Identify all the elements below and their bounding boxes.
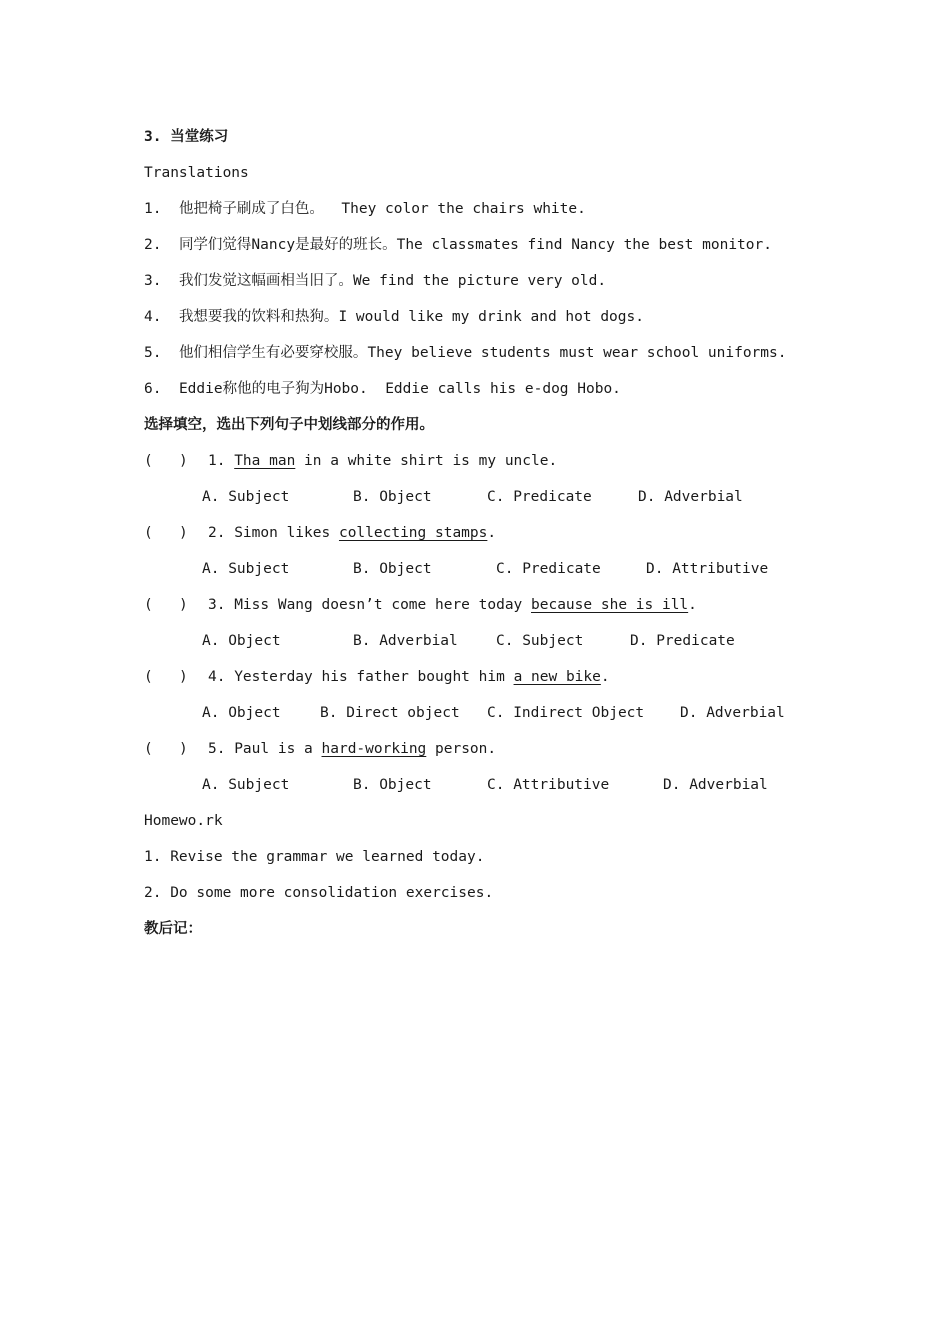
- option-a[interactable]: A. Subject: [202, 561, 290, 577]
- translation-item: [144, 343, 786, 363]
- choice-heading: 选择填空，选出下列句子中划线部分的作用。: [144, 417, 434, 433]
- chinese-sentence: Eddie称他的电子狗为Hobo.: [178, 381, 368, 397]
- option-d[interactable]: D. Adverbial: [680, 705, 785, 721]
- chinese-sentence: 我想要我的饮料和热狗。: [178, 309, 339, 325]
- item-number: 5.: [144, 345, 162, 361]
- option-c[interactable]: C. Predicate: [487, 489, 592, 505]
- answer-blank[interactable]: ( ): [144, 597, 188, 613]
- question-3: ( ) 3. Miss Wang doesn’t come here today because she is ill.: [144, 597, 697, 613]
- translation-item: [144, 271, 606, 291]
- option-b[interactable]: B. Object: [353, 561, 432, 577]
- option-d[interactable]: D. Adverbial: [638, 489, 743, 505]
- underlined-phrase: hard-working: [321, 741, 427, 757]
- english-sentence: They color the chairs white.: [341, 201, 586, 217]
- section-title: 3. 当堂练习: [144, 129, 229, 145]
- translation-item: [144, 235, 772, 255]
- answer-blank[interactable]: ( ): [144, 525, 188, 541]
- option-a[interactable]: A. Object: [202, 633, 281, 649]
- english-sentence: We find the picture very old.: [352, 273, 607, 289]
- translations-heading: Translations: [144, 165, 249, 181]
- option-d[interactable]: D. Adverbial: [663, 777, 768, 793]
- question-4: ( ) 4. Yesterday his father bought him a new bike.: [144, 669, 610, 685]
- option-b[interactable]: B. Direct object: [320, 705, 460, 721]
- option-b[interactable]: B. Adverbial: [353, 633, 458, 649]
- answer-blank[interactable]: ( ): [144, 669, 188, 685]
- homework-item: 1. Revise the grammar we learned today.: [144, 849, 485, 865]
- item-number: 6.: [144, 381, 162, 397]
- chinese-sentence: 我们发觉这幅画相当旧了。: [178, 273, 353, 289]
- underlined-phrase: Tha man: [234, 453, 296, 469]
- option-c[interactable]: C. Attributive: [487, 777, 610, 793]
- option-d[interactable]: D. Attributive: [646, 561, 769, 577]
- chinese-sentence: 同学们觉得Nancy是最好的班长。: [178, 237, 397, 253]
- translation-item: [144, 379, 621, 399]
- english-sentence: I would like my drink and hot dogs.: [338, 309, 644, 325]
- answer-blank[interactable]: ( ): [144, 453, 188, 469]
- homework-heading: Homewo.rk: [144, 813, 223, 829]
- question-1: ( ) 1. Tha man in a white shirt is my uncle.: [144, 453, 558, 469]
- english-sentence: They believe students must wear school uniforms.: [367, 345, 787, 361]
- item-number: 2.: [144, 237, 162, 253]
- afterword-label: 教后记：: [144, 921, 202, 937]
- option-c[interactable]: C. Subject: [496, 633, 584, 649]
- underlined-phrase: collecting stamps: [338, 525, 488, 541]
- underlined-phrase: because she is ill: [531, 597, 689, 613]
- chinese-sentence: 他把椅子刷成了白色。: [178, 201, 324, 217]
- option-a[interactable]: A. Object: [202, 705, 281, 721]
- translation-item: [144, 307, 644, 327]
- option-c[interactable]: C. Indirect Object: [487, 705, 645, 721]
- option-b[interactable]: B. Object: [353, 777, 432, 793]
- translation-item: [144, 199, 586, 219]
- option-c[interactable]: C. Predicate: [496, 561, 601, 577]
- option-d[interactable]: D. Predicate: [630, 633, 735, 649]
- chinese-sentence: 他们相信学生有必要穿校服。: [178, 345, 368, 361]
- english-sentence: The classmates find Nancy the best monitor.: [396, 237, 772, 253]
- english-sentence: Eddie calls his e-dog Hobo.: [385, 381, 621, 397]
- question-2: ( ) 2. Simon likes collecting stamps.: [144, 525, 497, 541]
- homework-item: 2. Do some more consolidation exercises.: [144, 885, 494, 901]
- item-number: 3.: [144, 273, 162, 289]
- question-5: ( ) 5. Paul is a hard-working person.: [144, 741, 497, 757]
- item-number: 4.: [144, 309, 162, 325]
- answer-blank[interactable]: ( ): [144, 741, 188, 757]
- underlined-phrase: a new bike: [513, 669, 601, 685]
- option-a[interactable]: A. Subject: [202, 489, 290, 505]
- item-number: 1.: [144, 201, 162, 217]
- option-b[interactable]: B. Object: [353, 489, 432, 505]
- option-a[interactable]: A. Subject: [202, 777, 290, 793]
